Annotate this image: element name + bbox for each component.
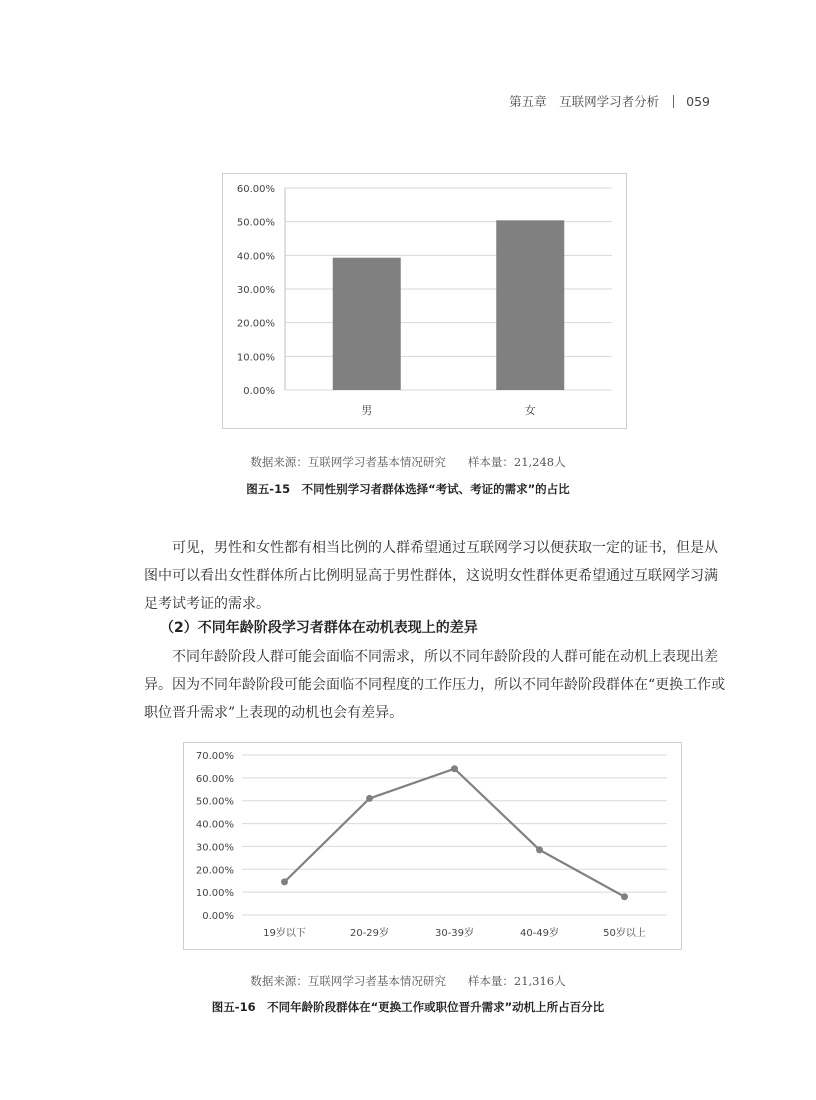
bar-chart-y-tick: 30.00% <box>236 285 275 296</box>
line-chart-x-label: 19岁以下 <box>263 928 306 939</box>
line-chart-y-tick: 40.00% <box>195 819 234 831</box>
bar-1 <box>333 258 401 390</box>
line-chart-y-tick: 70.00% <box>195 751 234 762</box>
line-chart-y-tick: 20.00% <box>195 865 234 877</box>
paragraph-1: 可见，男性和女性都有相当比例的人群希望通过互联网学习以便获取一定的证书，但是从图中可以看出女性群体所占比例明显高于男性群体，这说明女性群体更希望通过互联网学习满足考试考证的需求。 <box>144 540 718 612</box>
line-chart-series-line <box>285 769 625 897</box>
line-chart-x-label: 50岁以上 <box>603 928 646 939</box>
figure1-source: 数据来源：互联网学习者基本情况研究 <box>250 455 446 469</box>
line-chart-y-tick: 60.00% <box>195 773 234 785</box>
paragraph-2: 不同年龄阶段人群可能会面临不同需求，所以不同年龄阶段的人群可能在动机上表现出差异。 <box>144 649 718 693</box>
bar-chart-y-tick: 0.00% <box>243 386 275 397</box>
figure2-sample-size: 样本量：21,316人 <box>467 974 566 988</box>
header-divider <box>673 95 674 108</box>
line-chart-y-tick: 10.00% <box>195 888 234 900</box>
bar-2 <box>496 220 564 390</box>
bar-chart-y-tick: 10.00% <box>236 352 275 364</box>
line-point-2 <box>366 795 373 802</box>
bar-chart-y-tick: 60.00% <box>236 184 275 195</box>
line-chart-y-tick: 50.00% <box>195 796 234 808</box>
page-number: 059 <box>686 93 710 109</box>
line-point-4 <box>536 846 543 853</box>
paragraph-3: 因为不同年龄阶段可能会面临不同程度的工作压力，所以不同年龄阶段群体在“更换工作或职位晋升需求”上表现的动机也会有差异。 <box>144 677 726 721</box>
line-point-1 <box>281 878 288 885</box>
figure1-caption: 图五-15 不同性别学习者群体选择“考试、考证的需求”的占比 <box>246 482 570 496</box>
bar-chart-y-tick: 20.00% <box>236 318 275 330</box>
line-chart-x-label: 20-29岁 <box>349 928 390 939</box>
bar-chart-y-tick: 50.00% <box>236 217 275 229</box>
section-heading-2: （2）不同年龄阶段学习者群体在动机表现上的差异 <box>160 620 478 636</box>
running-header <box>509 92 710 110</box>
line-chart-x-label: 30-39岁 <box>434 928 475 939</box>
bar-chart-frame <box>222 173 627 429</box>
bar-chart-y-tick: 40.00% <box>236 251 275 263</box>
bar-chart <box>223 174 626 428</box>
bar-chart-x-label: 男 <box>361 404 373 417</box>
figure2-source: 数据来源：互联网学习者基本情况研究 <box>250 974 446 988</box>
bar-chart-x-label: 女 <box>524 404 536 417</box>
line-point-3 <box>451 765 458 772</box>
figure1-sample-size: 样本量：21,248人 <box>467 455 566 469</box>
line-chart-y-tick: 0.00% <box>202 911 234 922</box>
chapter-title: 第五章 互联网学习者分析 <box>509 94 660 109</box>
line-point-5 <box>621 893 628 900</box>
figure2-source-line <box>0 973 816 989</box>
figure1-source-line <box>0 454 816 470</box>
line-chart <box>184 743 681 949</box>
line-chart-y-tick: 30.00% <box>195 842 234 854</box>
line-chart-frame <box>183 742 682 950</box>
line-chart-x-label: 40-49岁 <box>519 928 560 939</box>
figure2-caption: 图五-16 不同年龄阶段群体在“更换工作或职位晋升需求”动机上所占百分比 <box>211 1000 605 1014</box>
